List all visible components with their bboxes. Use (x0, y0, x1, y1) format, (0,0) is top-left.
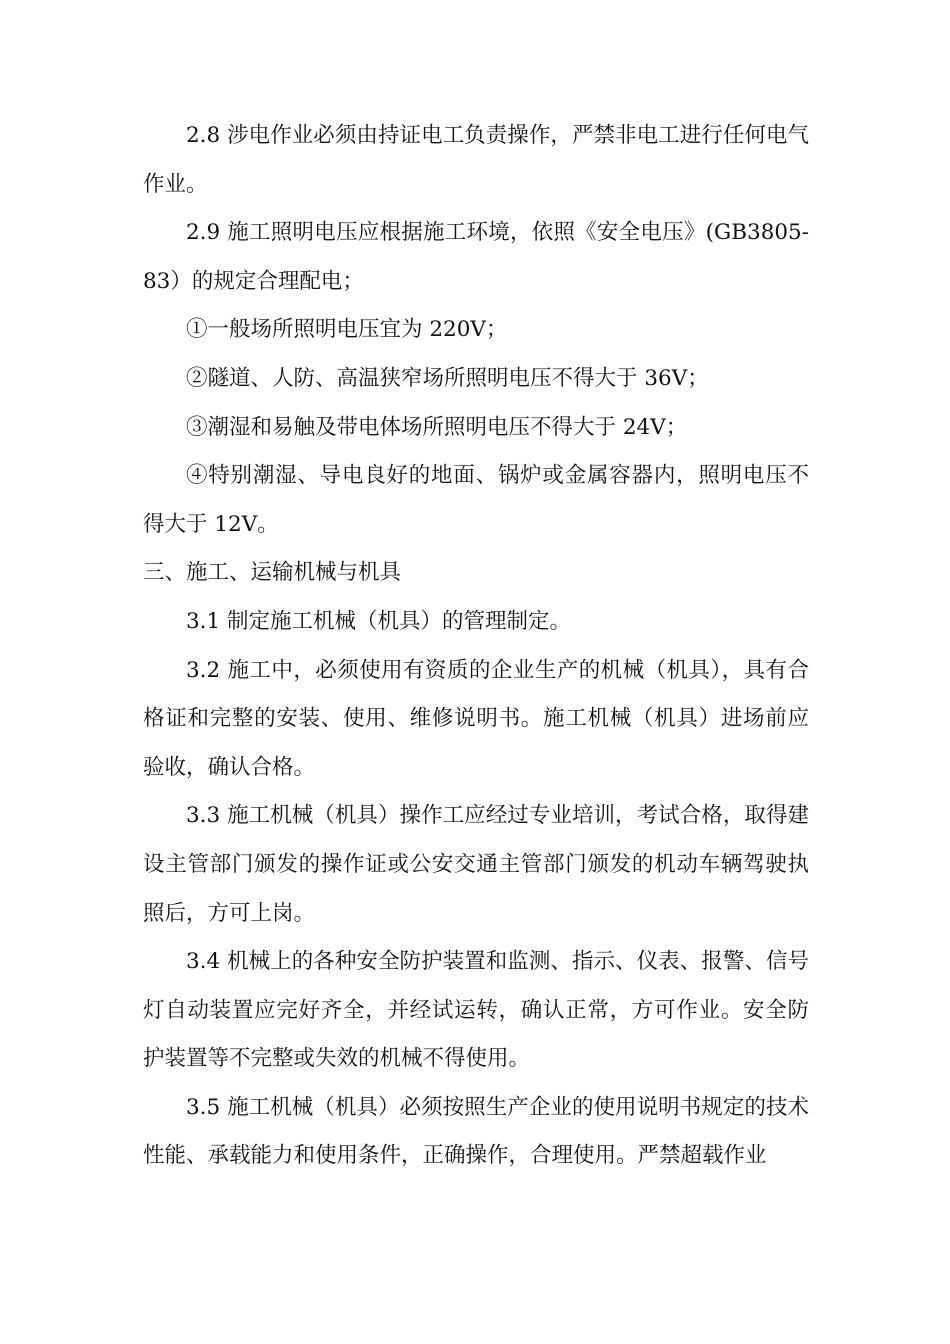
list-item-voltage-220v: ①一般场所照明电压宜为 220V； (186, 317, 508, 343)
paragraph-2-8: 2.8 涉电作业必须由持证电工负责操作，严禁非电工进行任何电气作业。 (143, 123, 809, 197)
document-page (143, 112, 809, 1181)
paragraph-3-1: 3.1 制定施工机械（机具）的管理制定。 (186, 608, 572, 634)
list-item-voltage-12v: ④特别潮湿、导电良好的地面、锅炉或金属容器内，照明电压不得大于 12V。 (143, 463, 809, 537)
list-item-voltage-36v: ②隧道、人防、高温狭窄场所照明电压不得大于 36V； (186, 365, 709, 391)
paragraph-2-9: 2.9 施工照明电压应根据施工环境，依照《安全电压》(GB3805-83）的规定合理配电； (143, 220, 809, 294)
section-heading-3: 三、施工、运输机械与机具 (143, 560, 402, 586)
paragraph-3-3: 3.3 施工机械（机具）操作工应经过专业培训，考试合格，取得建设主管部门颁发的操作证或公安交通主管部门颁发的机动车辆驾驶执照后，方可上岗。 (143, 803, 809, 926)
paragraph-3-2: 3.2 施工中，必须使用有资质的企业生产的机械（机具），具有合格证和完整的安装、使用、维修说明书。施工机械（机具）进场前应验收，确认合格。 (143, 657, 809, 780)
list-item-voltage-24v: ③潮湿和易触及带电体场所照明电压不得大于 24V； (186, 414, 688, 440)
paragraph-3-4: 3.4 机械上的各种安全防护装置和监测、指示、仪表、报警、信号灯自动装置应完好齐全，并经试运转，确认正常，方可作业。安全防护装置等不完整或失效的机械不得使用。 (143, 949, 809, 1072)
paragraph-3-5: 3.5 施工机械（机具）必须按照生产企业的使用说明书规定的技术性能、承载能力和使用条件，正确操作，合理使用。严禁超载作业 (143, 1094, 809, 1169)
